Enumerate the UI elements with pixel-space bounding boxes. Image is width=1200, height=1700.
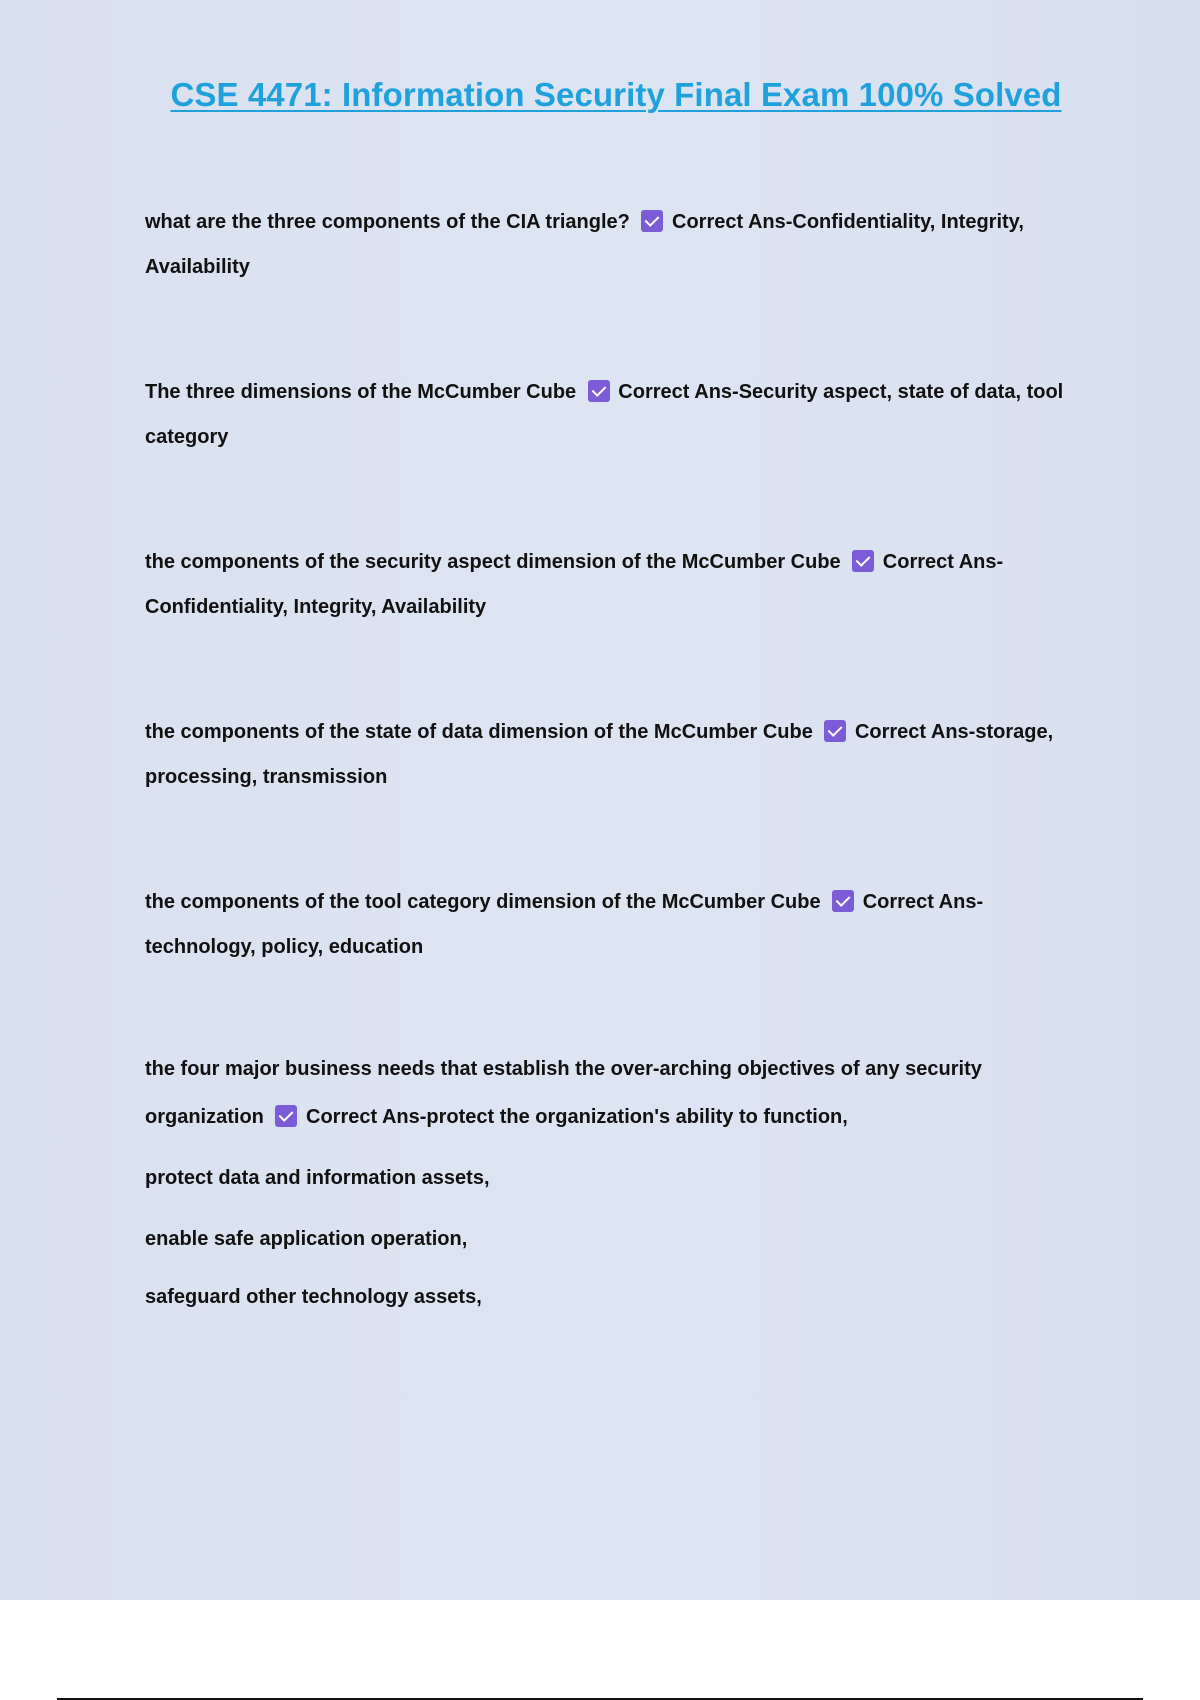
question-text: what are the three components of the CIA triangle?	[145, 211, 630, 233]
answer-text: Correct Ans-Confidentiality, Integrity, Availability	[145, 551, 1004, 618]
qa-item-2	[145, 370, 1085, 460]
qa-item-5	[145, 880, 1085, 970]
answer-continuation-line: safeguard other technology assets,	[145, 1286, 482, 1308]
checkbox-checked-icon	[832, 890, 854, 912]
answer-continuation-line: protect data and information assets,	[145, 1167, 490, 1189]
answer-text: Correct Ans-Security aspect, state of data, tool category	[145, 381, 1064, 448]
question-text: the components of the state of data dimension of the McCumber Cube	[145, 721, 813, 743]
checkbox-checked-icon	[824, 720, 846, 742]
qa-item-3	[145, 540, 1085, 630]
answer-text: Correct Ans-Confidentiality, Integrity, Availability	[145, 211, 1024, 278]
answer-text: Correct Ans-technology, policy, education	[145, 891, 984, 958]
document-title: CSE 4471: Information Security Final Exam 100% Solved	[170, 76, 1062, 113]
question-text: the components of the security aspect dimension of the McCumber Cube	[145, 551, 841, 573]
qa-item-4	[145, 710, 1085, 800]
checkbox-checked-icon	[588, 380, 610, 402]
checkbox-checked-icon	[852, 550, 874, 572]
qa-item-6	[145, 1045, 1085, 1141]
question-text: The three dimensions of the McCumber Cube	[145, 381, 577, 403]
answer-text: Correct Ans-storage, processing, transmission	[145, 721, 1054, 788]
checkbox-checked-icon	[641, 210, 663, 232]
qa-item-1	[145, 200, 1085, 290]
question-text: the four major business needs that establish the over-arching objectives of any security organization	[145, 1058, 982, 1128]
answer-text: Correct Ans-protect the organization's ability to function,	[306, 1106, 848, 1128]
question-text: the components of the tool category dimension of the McCumber Cube	[145, 891, 821, 913]
checkbox-checked-icon	[275, 1105, 297, 1127]
answer-continuation-line: enable safe application operation,	[145, 1228, 468, 1250]
